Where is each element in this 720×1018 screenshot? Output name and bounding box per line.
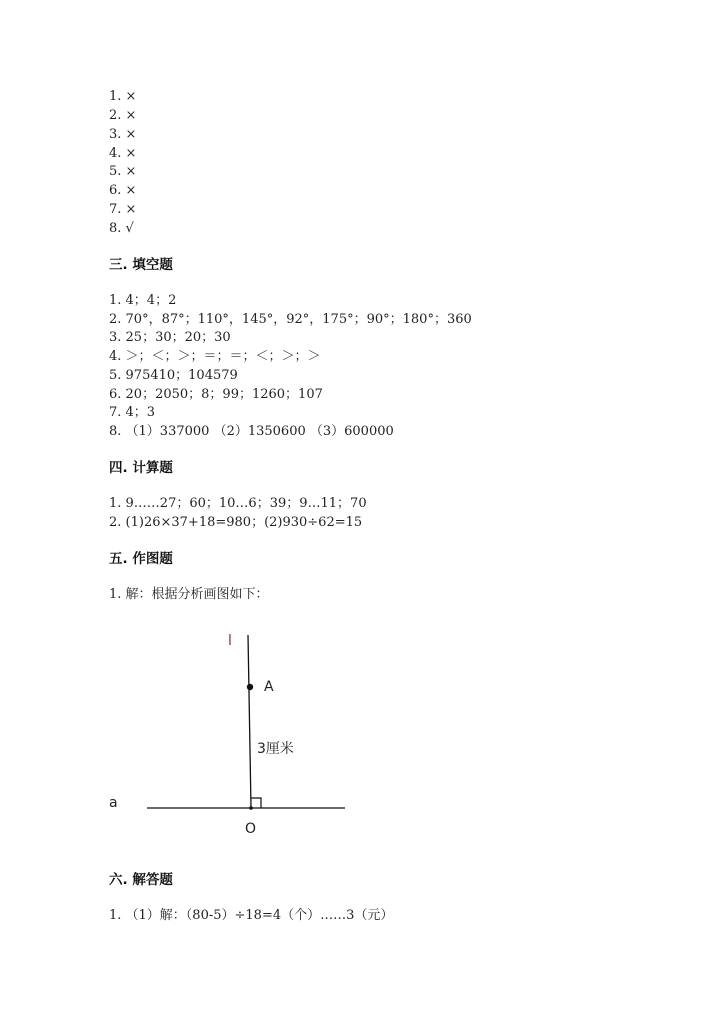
label-a-point: A xyxy=(264,679,274,695)
judgement-answer-3: 3. × xyxy=(109,127,137,142)
label-l: l xyxy=(228,633,232,649)
judgement-answer-5: 5. × xyxy=(109,164,137,179)
label-line-a: a xyxy=(109,795,118,811)
judgement-answer-8: 8. √ xyxy=(109,221,134,236)
diagram-svg xyxy=(100,625,360,845)
judgement-answer-6: 6. × xyxy=(109,183,137,198)
judgement-answer-1: 1. × xyxy=(109,89,137,104)
point-o xyxy=(249,806,253,810)
fill-in-answer-5: 5. 975410；104579 xyxy=(109,368,238,383)
judgement-answer-2: 2. × xyxy=(109,108,137,123)
label-distance: 3厘米 xyxy=(257,741,294,757)
label-o: O xyxy=(245,821,257,837)
fill-in-answer-7: 7. 4；3 xyxy=(109,405,156,420)
section-title-solution: 六. 解答题 xyxy=(109,872,173,888)
section-title-drawing: 五. 作图题 xyxy=(109,551,173,567)
fill-in-answer-6: 6. 20；2050；8；99；1260；107 xyxy=(109,387,323,402)
section-title-calculation: 四. 计算题 xyxy=(109,460,173,476)
fill-in-answer-3: 3. 25；30；20；30 xyxy=(109,330,231,345)
perpendicular-diagram xyxy=(100,625,360,845)
judgement-answer-4: 4. × xyxy=(109,146,137,161)
fill-in-answer-8: 8. （1）337000 （2）1350600 （3）600000 xyxy=(109,424,394,439)
line-l xyxy=(248,635,251,808)
judgement-answer-7: 7. × xyxy=(109,202,137,217)
right-angle-marker xyxy=(251,798,261,808)
section-title-fill-in: 三. 填空题 xyxy=(109,257,173,273)
drawing-answer-1: 1. 解：根据分析画图如下： xyxy=(109,587,269,602)
fill-in-answer-2: 2. 70°，87°；110°，145°，92°，175°；90°；180°；360 xyxy=(109,312,472,327)
solution-answer-1: 1. （1）解：（80-5）÷18=4（个）……3（元） xyxy=(109,908,394,923)
calculation-answer-2: 2. (1)26×37+18=980；(2)930÷62=15 xyxy=(109,515,363,530)
point-a xyxy=(247,684,253,690)
calculation-answer-1: 1. 9……27；60；10…6；39；9…11；70 xyxy=(109,496,367,511)
fill-in-answer-4: 4. ＞；＜；＞；＝；＝；＜；＞；＞ xyxy=(109,349,321,364)
fill-in-answer-1: 1. 4；4；2 xyxy=(109,293,177,308)
